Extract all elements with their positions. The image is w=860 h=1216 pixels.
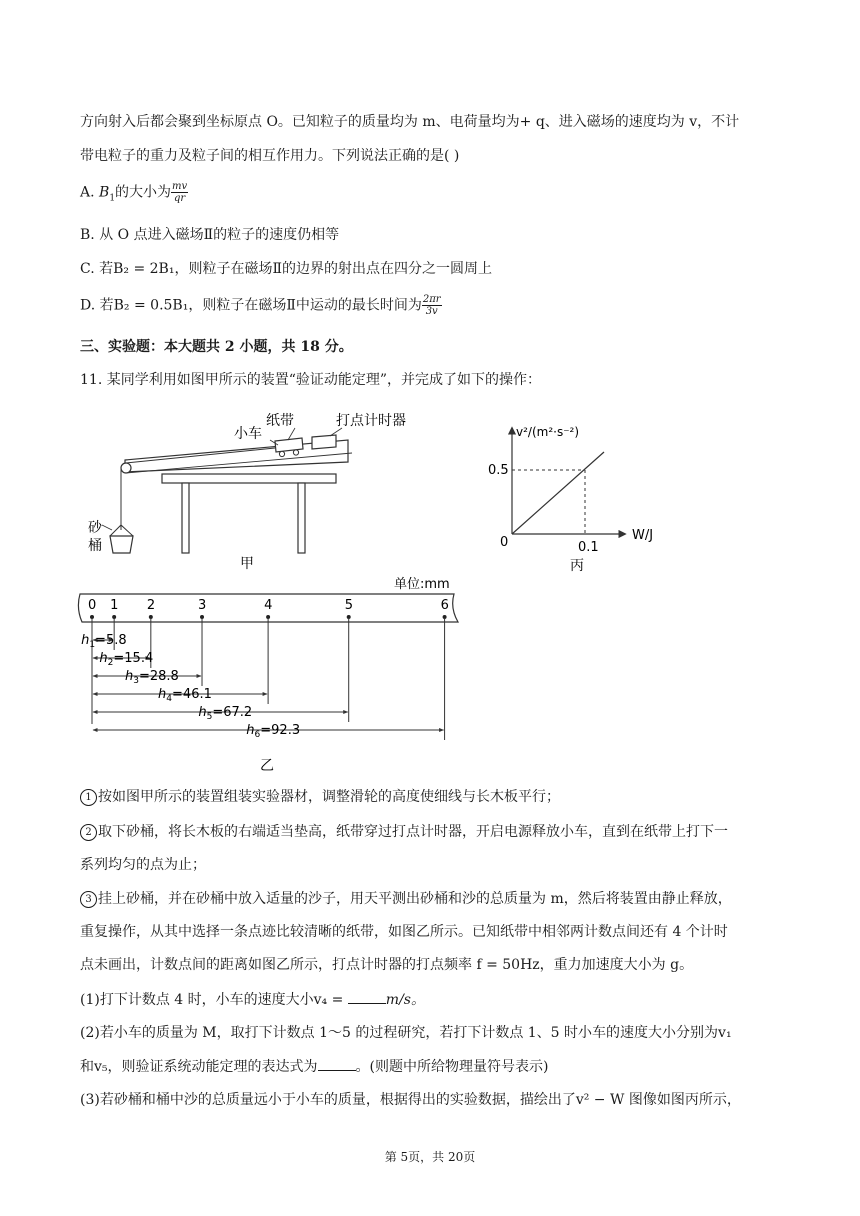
step-1 <box>80 787 560 807</box>
data-line <box>512 452 604 534</box>
option-a-fraction-num: mv <box>172 181 188 192</box>
sub-question-2-line-1: (2)若小车的质量为 M，取打下计数点 1～5 的过程研究，若打下计数点 1、5 时小车的速度大小分别为v₁ <box>80 1025 732 1041</box>
x-tick-label: 0.1 <box>578 540 599 555</box>
step-3-text: 挂上砂桶，并在砂桶中放入适量的沙子，用天平测出砂桶和沙的总质量为 m，然后将装置由静止释放， <box>98 891 732 907</box>
dimension-label-h4: $h_4=46.1$ <box>158 687 212 704</box>
page-footer: 第 5页，共 20页 <box>384 1150 476 1164</box>
option-a-fraction-den: qr <box>174 193 186 204</box>
option-a-text: 的大小为 <box>115 184 172 201</box>
tape-point-label: 3 <box>198 598 207 613</box>
caption-bing: 丙 <box>570 558 584 574</box>
dimension-label-h1: $h_1=5.8$ <box>81 633 127 650</box>
section-3-heading: 三、实验题：本大题共 2 小题，共 18 分。 <box>80 339 353 355</box>
circled-number-2: 2 <box>80 824 97 841</box>
step-1-text: 按如图甲所示的装置组装实验器材，调整滑轮的高度使细线与长木板平行； <box>98 789 560 805</box>
q10-option-c: C. 若B₂ = 2B₁，则粒子在磁场Ⅱ的边界的射出点在四分之一圆周上 <box>80 261 492 277</box>
option-d-fraction-num: 2πr <box>422 294 441 305</box>
dimension-label-h3: $h_3=28.8$ <box>125 669 179 686</box>
timer <box>312 435 336 449</box>
x-axis-label: W/J <box>632 528 654 543</box>
tape-dimensions <box>81 618 445 740</box>
sand-bucket <box>110 536 133 553</box>
sub-question-1 <box>80 989 425 1010</box>
y-tick-label: 0.5 <box>488 463 509 478</box>
label-timer: 打点计时器 <box>336 413 406 429</box>
answer-blank-2[interactable] <box>318 1056 356 1071</box>
step-3-line-3: 点未画出，计数点间的距离如图乙所示，打点计时器的打点频率 f = 50Hz，重力加速度大小为 g。 <box>80 957 694 973</box>
step-3-line-2: 重复操作，从其中选择一条点迹比较清晰的纸带，如图乙所示。已知纸带中相邻两计数点间还有 4 个计时 <box>80 924 728 940</box>
option-d-text: D. 若B₂ = 0.5B₁，则粒子在磁场Ⅱ中运动的最长时间为 <box>80 297 422 314</box>
q10-line-2: 带电粒子的重力及粒子间的相互作用力。下列说法正确的是( ) <box>80 148 460 164</box>
table-leg-left <box>182 483 189 553</box>
cart-wheel <box>279 451 284 456</box>
figure-jia-apparatus <box>80 398 440 573</box>
cart-wheel <box>293 450 298 455</box>
q11-intro: 11. 某同学利用如图甲所示的装置“验证动能定理”，并完成了如下的操作： <box>80 372 542 388</box>
q1-text: (1)打下计数点 4 时，小车的速度大小v₄ = <box>80 992 348 1008</box>
sub-question-2-line-2 <box>80 1056 548 1077</box>
table-leg-right <box>298 483 305 553</box>
option-a-fraction <box>171 181 188 204</box>
q2-tail: 。(则题中所给物理量符号表示) <box>355 1059 549 1075</box>
tape-point-label: 6 <box>440 598 449 613</box>
sub-question-3: (3)若砂桶和桶中沙的总质量远小于小车的质量，根据得出的实验数据，描绘出了v² − W 图像如图丙所示， <box>80 1092 741 1108</box>
figure-bing-graph <box>480 418 680 578</box>
q10-line-1: 方向射入后都会聚到坐标原点 O。已知粒子的质量均为 m、电荷量均为+ q、进入磁场的速度均为 v，不计 <box>80 114 740 130</box>
leader-paper <box>288 428 295 440</box>
label-cart: 小车 <box>234 426 262 442</box>
q2-text: 和v₅，则验证系统动能定理的表达式为 <box>80 1059 318 1075</box>
q10-option-d <box>80 294 442 317</box>
dimension-label-h6: $h_6=92.3$ <box>246 723 301 740</box>
option-d-fraction <box>422 294 442 317</box>
label-paper-tape: 纸带 <box>266 413 294 429</box>
circled-number-3: 3 <box>80 891 97 908</box>
cart <box>275 438 303 452</box>
q10-option-b: B. 从 O 点进入磁场Ⅱ的粒子的速度仍相等 <box>80 227 340 243</box>
y-axis-label: v²/(m²·s⁻²) <box>516 425 580 439</box>
q10-option-a <box>80 181 188 208</box>
tape-point-label: 2 <box>146 598 156 613</box>
figure-yi-paper-tape <box>72 574 472 774</box>
caption-yi: 乙 <box>260 758 274 774</box>
label-bucket-1: 砂 <box>88 520 102 536</box>
label-bucket-2: 桶 <box>88 538 102 554</box>
dimension-label-h2: $h_2=15.4$ <box>99 651 154 668</box>
option-d-fraction-den: 3v <box>425 306 438 317</box>
option-a-symbol: B <box>99 184 110 201</box>
option-a-prefix: A. <box>80 184 100 201</box>
step-2-line-2: 系列均匀的点为止； <box>80 857 206 873</box>
leader-bucket <box>102 525 112 530</box>
tape-point-label: 1 <box>110 598 119 613</box>
tape-unit-label: 单位:mm <box>394 577 450 592</box>
tape-point-label: 4 <box>264 598 273 613</box>
origin-label: 0 <box>500 535 509 550</box>
tape-point-label: 5 <box>344 598 353 613</box>
answer-blank-1[interactable] <box>348 989 386 1004</box>
circled-number-1: 1 <box>80 789 97 806</box>
step-2-line-1 <box>80 822 728 842</box>
tape-point-label: 0 <box>88 598 97 613</box>
option-a-subscript: 1 <box>109 193 116 204</box>
table-top <box>162 474 336 483</box>
step-3-line-1 <box>80 889 732 909</box>
q1-unit: m/s。 <box>385 992 425 1008</box>
caption-jia: 甲 <box>240 556 254 572</box>
pulley <box>121 463 131 473</box>
step-2-text: 取下砂桶，将长木板的右端适当垫高，纸带穿过打点计时器，开启电源释放小车，直到在纸带上打下一 <box>98 824 728 840</box>
dimension-label-h5: $h_5=67.2$ <box>198 705 253 722</box>
